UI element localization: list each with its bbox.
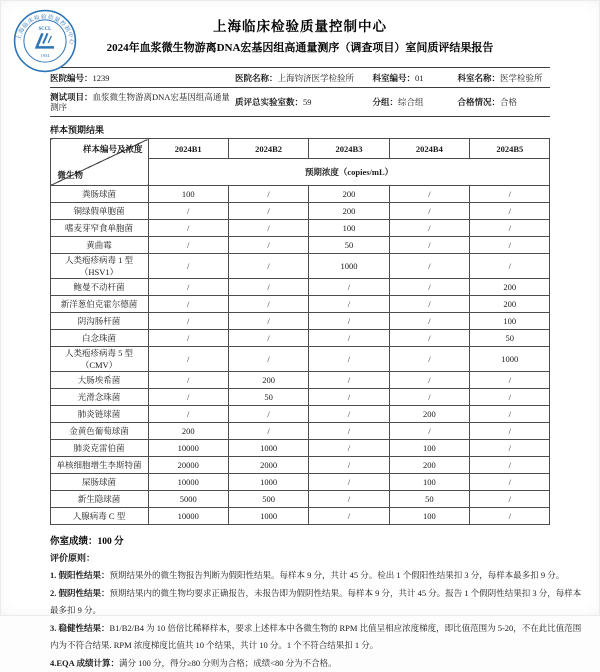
concentration-cell: / bbox=[389, 279, 469, 296]
concentration-cell: 50 bbox=[228, 389, 308, 406]
organism-name: 光滑念珠菌 bbox=[50, 389, 148, 406]
group-label: 分组： bbox=[372, 97, 399, 107]
hospital-name-label: 医院名称： bbox=[235, 72, 278, 83]
concentration-cell: / bbox=[309, 406, 389, 423]
concentration-cell: 200 bbox=[470, 279, 550, 296]
department-number-field bbox=[373, 68, 458, 88]
organism-name: 阴沟肠杆菌 bbox=[50, 313, 148, 330]
concentration-cell: / bbox=[148, 296, 228, 313]
concentration-cell: / bbox=[309, 389, 389, 406]
table-row bbox=[50, 423, 550, 440]
principle-item-false-negative bbox=[50, 585, 588, 619]
report-info-table bbox=[50, 67, 550, 117]
concentration-cell: / bbox=[470, 372, 550, 389]
concentration-cell: 1000 bbox=[228, 474, 308, 491]
table-row bbox=[50, 220, 550, 237]
concentration-cell: 1000 bbox=[309, 254, 389, 279]
organism-name: 屎肠球菌 bbox=[50, 474, 148, 491]
expected-results-body bbox=[50, 186, 550, 525]
department-name-value: 医学检验所 bbox=[500, 72, 543, 83]
concentration-cell: / bbox=[148, 330, 228, 347]
concentration-cell: / bbox=[389, 330, 469, 347]
hospital-name-field bbox=[235, 68, 373, 88]
department-number-value: 01 bbox=[415, 72, 424, 83]
concentration-cell: 10000 bbox=[148, 440, 228, 457]
concentration-cell: / bbox=[389, 254, 469, 279]
table-row bbox=[50, 508, 550, 525]
table-row bbox=[50, 254, 550, 279]
concentration-cell: 10000 bbox=[148, 474, 228, 491]
logo-acronym: SCCL bbox=[38, 27, 52, 33]
concentration-cell: 200 bbox=[309, 186, 389, 203]
column-header-2024b4: 2024B4 bbox=[389, 139, 469, 159]
evaluation-principles-title: 评价原则： bbox=[50, 553, 96, 563]
column-header-2024b2: 2024B2 bbox=[228, 139, 308, 159]
table-row bbox=[50, 372, 550, 389]
lab-score-value: 100 分 bbox=[97, 537, 124, 547]
hospital-number-value: 1239 bbox=[92, 72, 110, 83]
concentration-cell: 10000 bbox=[148, 508, 228, 525]
concentration-cell: 5000 bbox=[148, 491, 228, 508]
concentration-cell: / bbox=[228, 406, 308, 423]
concentration-cell: / bbox=[228, 203, 308, 220]
concentration-cell: / bbox=[309, 423, 389, 440]
organism-name: 新洋葱伯克霍尔德菌 bbox=[50, 296, 148, 313]
table-row bbox=[50, 203, 550, 220]
group-field bbox=[373, 87, 458, 117]
concentration-cell: / bbox=[228, 313, 308, 330]
page-title: 上海临床检验质量控制中心 bbox=[213, 19, 387, 34]
corner-label-sample: 样本编号及浓度 bbox=[83, 144, 143, 154]
section-title-expected-results: 样本预期结果 bbox=[50, 125, 105, 135]
column-header-row bbox=[50, 139, 550, 159]
department-number-label: 科室编号： bbox=[372, 72, 416, 83]
concentration-cell: / bbox=[470, 389, 550, 406]
organism-name: 粪肠球菌 bbox=[50, 186, 148, 203]
hospital-number-field bbox=[50, 68, 235, 88]
concentration-cell: / bbox=[470, 457, 550, 474]
concentration-cell: 100 bbox=[470, 313, 550, 330]
concentration-cell: / bbox=[309, 296, 389, 313]
concentration-cell: / bbox=[389, 203, 469, 220]
organism-name: 人腺病毒 C 型 bbox=[50, 508, 148, 525]
table-row bbox=[50, 279, 550, 296]
concentration-cell: / bbox=[148, 203, 228, 220]
concentration-cell: / bbox=[228, 347, 308, 372]
concentration-cell: / bbox=[309, 372, 389, 389]
corner-label-microbe: 微生物 bbox=[57, 170, 84, 180]
qualification-label: 合格情况： bbox=[457, 97, 501, 107]
concentration-cell: / bbox=[470, 254, 550, 279]
organism-name: 新生隐球菌 bbox=[50, 491, 148, 508]
concentration-cell: 20000 bbox=[148, 457, 228, 474]
principle-item-robustness bbox=[50, 620, 588, 654]
concentration-cell: / bbox=[228, 237, 308, 254]
lab-score-label: 你室成绩： bbox=[50, 537, 98, 547]
concentration-cell: 200 bbox=[389, 457, 469, 474]
concentration-cell: / bbox=[228, 254, 308, 279]
concentration-cell: 2000 bbox=[228, 457, 308, 474]
logo-ring-text: 上海临床检验质量控制中心 bbox=[16, 14, 75, 46]
lab-score bbox=[50, 533, 600, 547]
evaluation-principles bbox=[50, 551, 588, 672]
principle-lead: 4.EQA 成绩计算： bbox=[50, 658, 119, 668]
concentration-cell: / bbox=[228, 296, 308, 313]
concentration-cell: / bbox=[309, 457, 389, 474]
sccl-logo-seal bbox=[13, 9, 77, 73]
organism-name: 白念珠菌 bbox=[50, 330, 148, 347]
report-header bbox=[0, 19, 600, 55]
principle-text: 预期结果外的微生物报告判断为假阳性结果。每样本 9 分，共计 45 分。检出 1 个假阳性结果扣 3 分，每样本最多扣 9 分。 bbox=[109, 570, 565, 580]
concentration-cell: / bbox=[389, 220, 469, 237]
expected-concentration-subheader: 预期浓度（copies/mL） bbox=[148, 159, 550, 186]
concentration-cell: / bbox=[389, 347, 469, 372]
concentration-cell: / bbox=[470, 474, 550, 491]
concentration-cell: / bbox=[389, 237, 469, 254]
concentration-cell: / bbox=[389, 423, 469, 440]
hospital-name-value: 上海钧济医学检验所 bbox=[277, 72, 355, 83]
report-subtitle: 2024年血浆微生物游离DNA宏基因组高通量测序（调查项目）室间质评结果报告 bbox=[106, 42, 494, 54]
organism-name: 肺炎链球菌 bbox=[50, 406, 148, 423]
column-header-2024b5: 2024B5 bbox=[470, 139, 550, 159]
concentration-cell: / bbox=[148, 347, 228, 372]
principle-text: B1/B2/B4 为 10 倍倍比稀释样本，要求上述样本中各微生物的 RPM 比值呈相应浓度梯度，即比值范围为 5-20，不在此比值范围内为不符合结果. RPM 浓度梯度比值共 10 个结果，共计 10 分。1 个不符合结果扣 1 分。 bbox=[50, 623, 582, 650]
concentration-cell: / bbox=[389, 389, 469, 406]
organism-name: 铜绿假单胞菌 bbox=[50, 203, 148, 220]
column-header-2024b1: 2024B1 bbox=[148, 139, 228, 159]
table-row bbox=[50, 296, 550, 313]
concentration-cell: / bbox=[228, 423, 308, 440]
principle-text: 满分 100 分，得分≥80 分则为合格；成绩<80 分为不合格。 bbox=[118, 658, 337, 668]
concentration-cell: / bbox=[309, 313, 389, 330]
concentration-cell: / bbox=[470, 203, 550, 220]
table-row bbox=[50, 186, 550, 203]
concentration-cell: 50 bbox=[309, 237, 389, 254]
sccl-logo bbox=[13, 9, 77, 73]
principle-item-eqa-score bbox=[50, 655, 588, 672]
concentration-cell: / bbox=[309, 347, 389, 372]
table-row bbox=[50, 457, 550, 474]
concentration-cell: / bbox=[389, 296, 469, 313]
organism-name: 肺炎克雷伯菌 bbox=[50, 440, 148, 457]
concentration-cell: / bbox=[389, 313, 469, 330]
group-value: 综合组 bbox=[398, 97, 424, 107]
concentration-cell: / bbox=[470, 491, 550, 508]
concentration-cell: / bbox=[148, 389, 228, 406]
concentration-cell: 100 bbox=[309, 220, 389, 237]
department-name-field bbox=[458, 68, 551, 88]
concentration-cell: 50 bbox=[389, 491, 469, 508]
qualification-field bbox=[458, 87, 551, 117]
concentration-cell: / bbox=[148, 406, 228, 423]
concentration-cell: / bbox=[148, 279, 228, 296]
concentration-cell: 200 bbox=[389, 406, 469, 423]
concentration-cell: 100 bbox=[389, 474, 469, 491]
info-row bbox=[50, 68, 550, 88]
organism-name: 人类疱疹病毒 1 型（HSV1） bbox=[50, 254, 148, 279]
concentration-cell: / bbox=[148, 313, 228, 330]
concentration-cell: 1000 bbox=[228, 508, 308, 525]
organism-name: 单核细胞增生李斯特菌 bbox=[50, 457, 148, 474]
concentration-cell: / bbox=[470, 440, 550, 457]
concentration-cell: 500 bbox=[228, 491, 308, 508]
concentration-cell: / bbox=[470, 186, 550, 203]
concentration-cell: 50 bbox=[470, 330, 550, 347]
concentration-cell: 200 bbox=[309, 203, 389, 220]
organism-name: 金黄色葡萄球菌 bbox=[50, 423, 148, 440]
principle-lead: 2. 假阴性结果： bbox=[50, 588, 110, 598]
concentration-cell: / bbox=[228, 330, 308, 347]
hospital-number-label: 医院编号： bbox=[50, 72, 93, 83]
test-project-field bbox=[50, 87, 235, 117]
expected-results-table bbox=[50, 138, 551, 525]
column-header-2024b3: 2024B3 bbox=[309, 139, 389, 159]
table-corner-cell bbox=[50, 139, 148, 186]
organism-name: 黄曲霉 bbox=[50, 237, 148, 254]
organism-name: 大肠埃希菌 bbox=[50, 372, 148, 389]
principle-item-false-positive bbox=[50, 567, 588, 584]
organism-name: 鲍曼不动杆菌 bbox=[50, 279, 148, 296]
concentration-cell: 1000 bbox=[228, 440, 308, 457]
concentration-cell: 100 bbox=[389, 440, 469, 457]
concentration-cell: 200 bbox=[148, 423, 228, 440]
table-row bbox=[50, 313, 550, 330]
concentration-cell: / bbox=[228, 220, 308, 237]
concentration-cell: / bbox=[470, 237, 550, 254]
concentration-cell: 100 bbox=[389, 508, 469, 525]
info-row bbox=[50, 87, 550, 117]
concentration-cell: / bbox=[228, 186, 308, 203]
concentration-cell: / bbox=[148, 254, 228, 279]
concentration-cell: / bbox=[470, 220, 550, 237]
total-labs-label: 质评总实验室数： bbox=[235, 97, 304, 107]
concentration-cell: / bbox=[470, 423, 550, 440]
concentration-cell: / bbox=[148, 372, 228, 389]
concentration-cell: / bbox=[148, 220, 228, 237]
organism-name: 人类疱疹病毒 5 型（CMV） bbox=[50, 347, 148, 372]
concentration-cell: / bbox=[309, 279, 389, 296]
test-project-value: 血浆微生物游离DNA宏基因组高通量测序 bbox=[50, 92, 230, 112]
concentration-cell: / bbox=[389, 186, 469, 203]
concentration-cell: / bbox=[228, 279, 308, 296]
concentration-cell: / bbox=[470, 406, 550, 423]
concentration-cell: / bbox=[309, 440, 389, 457]
organism-name: 嗜麦芽窄食单胞菌 bbox=[50, 220, 148, 237]
concentration-cell: 200 bbox=[470, 296, 550, 313]
principle-text: 预期结果内的微生物均要求正确报告，未报告即为假阴性结果。每样本 9 分，共计 45 分。报告 1 个假阴性结果扣 3 分，每样本最多扣 9 分。 bbox=[50, 588, 582, 615]
table-row bbox=[50, 406, 550, 423]
concentration-cell: / bbox=[470, 508, 550, 525]
department-name-label: 科室名称： bbox=[457, 72, 501, 83]
concentration-cell: / bbox=[309, 474, 389, 491]
principle-lead: 1. 假阳性结果： bbox=[50, 570, 110, 580]
concentration-cell: 1000 bbox=[470, 347, 550, 372]
table-row bbox=[50, 474, 550, 491]
concentration-cell: / bbox=[309, 508, 389, 525]
total-labs-field bbox=[235, 87, 373, 117]
table-row bbox=[50, 237, 550, 254]
principle-lead: 3. 稳健性结果： bbox=[50, 623, 110, 633]
logo-year: 1954 bbox=[40, 53, 50, 58]
table-row bbox=[50, 491, 550, 508]
concentration-cell: 100 bbox=[148, 186, 228, 203]
table-row bbox=[50, 440, 550, 457]
concentration-cell: / bbox=[309, 330, 389, 347]
table-row bbox=[50, 347, 550, 372]
total-labs-value: 59 bbox=[303, 97, 312, 107]
concentration-cell: / bbox=[309, 491, 389, 508]
concentration-cell: / bbox=[148, 237, 228, 254]
concentration-cell: / bbox=[389, 372, 469, 389]
concentration-cell: 200 bbox=[228, 372, 308, 389]
test-project-label: 测试项目： bbox=[50, 92, 93, 102]
table-row bbox=[50, 389, 550, 406]
qualification-value: 合格 bbox=[500, 97, 518, 107]
table-row bbox=[50, 330, 550, 347]
